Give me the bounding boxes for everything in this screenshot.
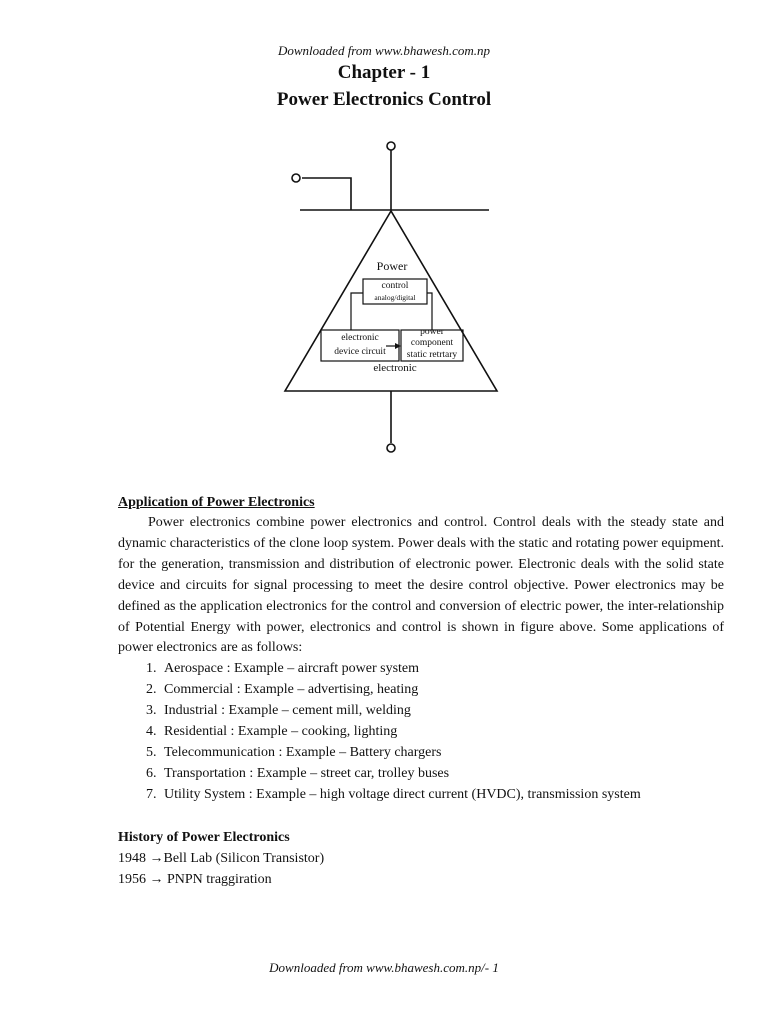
application-paragraph: Power electronics combine power electronics and control. Control deals with the steady state and dynamic characteristics of the clone loop system. Power deals with the static and rotating power equipment. for the generation, transmission and distribution of electronic power. Electronic deals with the solid state device and circuits for signal processing to meet the desire control objective. Power electronics may be defined as the application electronics for the control and conversion of electric power, the inter-relationship of Potential Energy with power, electronics and control is shown in figure above. Some applications of power electronics are as follows: — [118, 515, 724, 656]
diagram-power-box-label-2: component — [410, 338, 454, 348]
diagram-electronic-label: electronic — [373, 362, 417, 374]
list-item: 2. Commercial : Example – advertising, heating — [160, 680, 724, 701]
top-terminal-circle — [387, 142, 395, 150]
list-item: 1. Aerospace : Example – aircraft power system — [160, 659, 724, 680]
arrow-head — [395, 343, 401, 349]
history-entry: 1948 →Bell Lab (Silicon Transistor) — [118, 850, 325, 866]
history-heading: History of Power Electronics — [118, 829, 290, 845]
diagram-power-box-label-3: static retrtary — [406, 350, 458, 360]
diagram-control-sublabel: analog/digital — [374, 293, 416, 302]
left-input-wire — [302, 178, 351, 210]
applications-list — [118, 659, 724, 805]
diagram-electronic-box-label-2: device circuit — [334, 347, 386, 357]
list-item: 7. Utility System : Example – high voltage direct current (HVDC), transmission system — [160, 785, 724, 806]
left-terminal-circle — [292, 174, 300, 182]
diagram-power-box-label-1: power — [420, 327, 444, 337]
list-item: 4. Residential : Example – cooking, lighting — [160, 722, 724, 743]
power-electronics-diagram — [0, 135, 768, 465]
page-header-source: Downloaded from www.bhawesh.com.np — [278, 43, 490, 58]
control-to-electronic-line — [351, 293, 363, 330]
diagram-power-label: Power — [376, 259, 408, 273]
page-footer: Downloaded from www.bhawesh.com.np/- 1 — [269, 960, 499, 975]
chapter-subtitle: Power Electronics Control — [276, 89, 492, 110]
chapter-title: Chapter - 1 — [337, 62, 431, 83]
list-item: 5. Telecommunication : Example – Battery chargers — [160, 743, 724, 764]
diagram-control-label: control — [381, 281, 409, 291]
diagram-electronic-box-label-1: electronic — [341, 333, 379, 343]
page-content — [118, 493, 724, 891]
history-entry: 1956 → PNPN traggiration — [118, 872, 272, 888]
bottom-terminal-circle — [387, 444, 395, 452]
list-item: 6. Transportation : Example – street car, trolley buses — [160, 764, 724, 785]
application-heading: Application of Power Electronics — [118, 495, 315, 510]
list-item: 3. Industrial : Example – cement mill, welding — [160, 701, 724, 722]
control-to-power-line — [427, 293, 432, 330]
